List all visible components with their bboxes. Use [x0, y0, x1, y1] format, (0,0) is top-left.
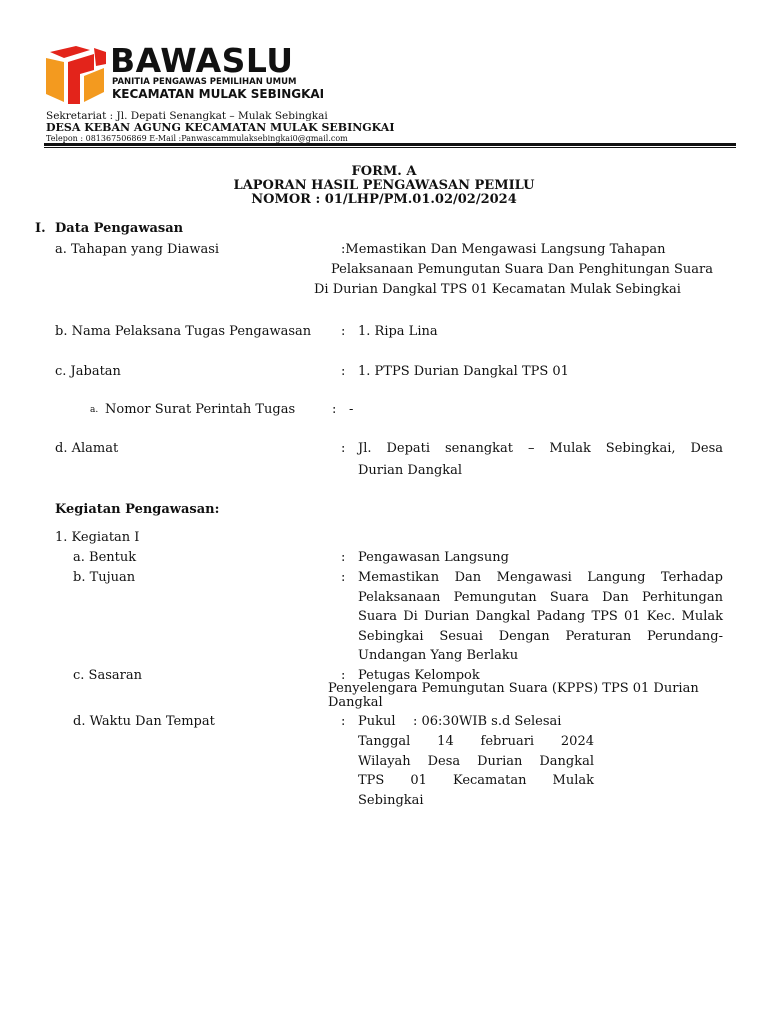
field-value-jabatan: 1. PTPS Durian Dangkal TPS 01 — [358, 364, 569, 379]
field-value-pukul: : 06:30WIB s.d Selesai — [413, 714, 562, 729]
field-value-pelaksana: 1. Ripa Lina — [358, 324, 438, 339]
field-label-pukul: Pukul — [358, 714, 396, 729]
activity-1-label: 1. Kegiatan I — [55, 530, 140, 545]
field-label-tahapan: a. Tahapan yang Diawasi — [55, 242, 220, 257]
field-letter-surat: a. — [90, 405, 99, 415]
field-value-tahapan-1: :Memastikan Dan Mengawasi Langsung Tahapan — [341, 242, 666, 257]
waktu-line: Wilayah Desa Durian Dangkal — [358, 753, 594, 769]
field-value-waktu — [358, 732, 594, 810]
contact-line: Telepon : 081367506869 E-Mail :Panwascammulaksebingkai0@gmail.com — [46, 134, 348, 143]
field-colon-waktu: : — [341, 714, 346, 729]
field-colon-surat: : — [332, 402, 337, 417]
header-rule-thick — [44, 143, 736, 146]
field-value-sasaran-1: Petugas Kelompok — [358, 668, 480, 683]
field-label-surat: Nomor Surat Perintah Tugas — [105, 402, 296, 417]
waktu-line: TPS 01 Kecamatan Mulak — [358, 773, 594, 788]
field-label-alamat: d. Alamat — [55, 441, 119, 456]
field-value-tahapan-3: Di Durian Dangkal TPS 01 Kecamatan Mulak Sebingkai — [314, 282, 681, 297]
form-number: NOMOR : 01/LHP/PM.01.02/02/2024 — [251, 192, 517, 207]
field-label-waktu: d. Waktu Dan Tempat — [73, 714, 215, 729]
village-line: DESA KEBAN AGUNG KECAMATAN MULAK SEBINGKAI — [46, 121, 395, 134]
form-label: FORM. A — [351, 164, 417, 179]
field-value-tujuan — [358, 568, 723, 666]
tujuan-line: Undangan Yang Berlaku — [358, 648, 519, 663]
waktu-line: Sebingkai — [358, 792, 424, 808]
section-heading: Data Pengawasan — [55, 221, 184, 236]
field-colon-pelaksana: : — [341, 324, 346, 339]
activities-heading: Kegiatan Pengawasan: — [55, 502, 220, 517]
field-label-sasaran: c. Sasaran — [73, 668, 142, 683]
tujuan-line: Suara Di Durian Dangkal Padang TPS 01 Kec. Mulak — [358, 609, 723, 624]
secretariat-address: Sekretariat : Jl. Depati Senangkat – Mulak Sebingkai — [46, 110, 328, 122]
letterhead — [0, 0, 768, 150]
field-value-sasaran-3: Dangkal — [328, 695, 383, 710]
field-value-bentuk: Pengawasan Langsung — [358, 550, 509, 565]
bawaslu-logo-icon — [44, 44, 108, 106]
field-colon-tujuan: : — [341, 570, 346, 585]
section-numeral: I. — [35, 221, 46, 236]
field-label-jabatan: c. Jabatan — [55, 364, 121, 379]
header-rule-thin — [44, 147, 736, 148]
field-colon-bentuk: : — [341, 550, 346, 565]
field-value-alamat-1: Jl. Depati senangkat – Mulak Sebingkai, Desa — [358, 441, 723, 456]
org-line-2: KECAMATAN MULAK SEBINGKAI — [112, 87, 325, 101]
field-value-surat: - — [349, 402, 354, 417]
field-label-pelaksana: b. Nama Pelaksana Tugas Pengawasan — [55, 324, 312, 339]
waktu-line: Tanggal 14 februari 2024 — [358, 734, 594, 749]
field-label-tujuan: b. Tujuan — [73, 570, 136, 585]
field-colon-sasaran: : — [341, 668, 346, 683]
field-value-tahapan-2: Pelaksanaan Pemungutan Suara Dan Penghitungan Suara — [331, 262, 713, 277]
field-colon-alamat: : — [341, 441, 346, 456]
field-value-alamat-2: Durian Dangkal — [358, 463, 463, 478]
form-title: LAPORAN HASIL PENGAWASAN PEMILU — [233, 178, 535, 193]
tujuan-line: Sebingkai Sesuai Dengan Peraturan Perundang- — [358, 628, 723, 644]
org-line-1: PANITIA PENGAWAS PEMILIHAN UMUM — [112, 77, 297, 87]
field-value-sasaran-2: Penyelengara Pemungutan Suara (KPPS) TPS 01 Durian — [328, 681, 699, 696]
brand-name: BAWASLU — [110, 41, 294, 80]
tujuan-line: Memastikan Dan Mengawasi Langung Terhadap — [358, 570, 723, 585]
field-label-bentuk: a. Bentuk — [73, 550, 137, 565]
field-colon-jabatan: : — [341, 364, 346, 379]
tujuan-line: Pelaksanaan Pemungutan Suara Dan Perhitungan — [358, 589, 723, 605]
